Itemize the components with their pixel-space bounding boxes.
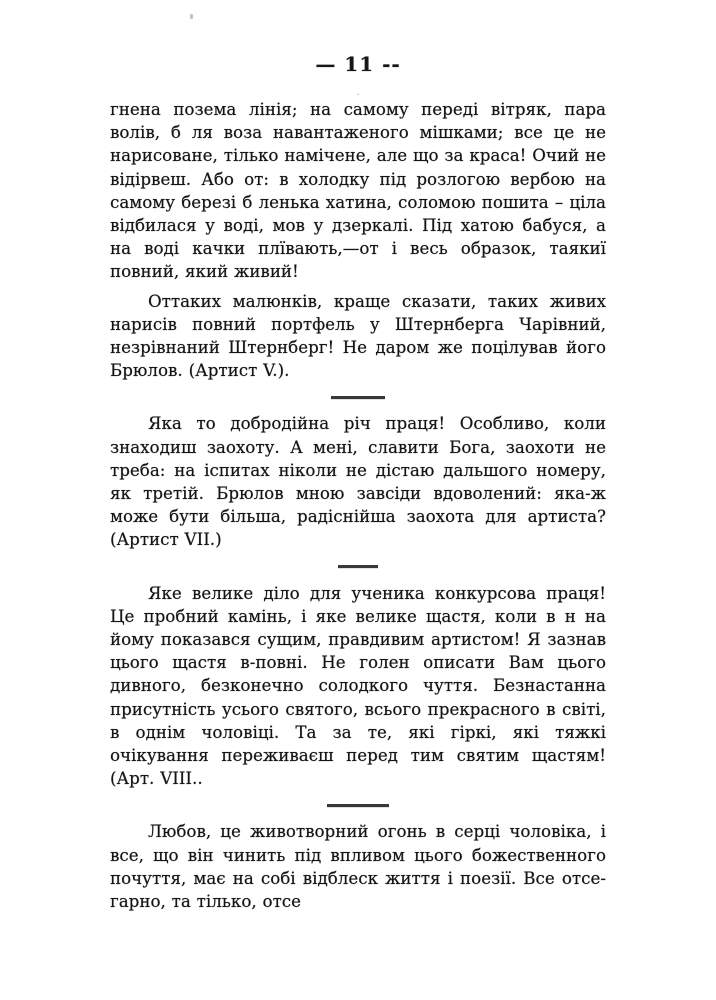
separator-rule-icon xyxy=(327,804,389,806)
paragraph-separator-3 xyxy=(110,790,606,820)
page-number: — 11 -- xyxy=(315,52,401,76)
paragraph-3: Яка то добродійна річ праця! Особливо, коли знаходиш заохоту. А мені, славити Бога, заохоти не треба: на іспитах ніколи не дістаю дальшого номеру, як третій. Брюлов мною завсіди вдоволений: яка-ж може бути більша, радіснійша заохота для артиста? (Артист VII.) xyxy=(110,414,606,550)
paragraph-5: Любов, це животворний огонь в серці чоловіка, і все, що він чинить під впливом цього божественного почуття, має на собі відблеск життя і поезії. Все отсе-гарно, та тілько, отсе xyxy=(110,822,606,912)
paragraph-4: Яке велике діло для ученика конкурсова праця! Це пробний камінь, і яке велике щастя, коли в н на йому показався сущим, правдивим артистом! Я зазнав цього щастя в-повні. Не голен описати Вам цього дивного, безконечно солодкого чуття. Безнастанна присутність усього святого, всього прекрасного в світі, в однім чоловіці. Та за те, які гіркі, які тяжкі очікування переживаєш перед тим святим щастям! (Арт. VIII.. xyxy=(110,583,606,789)
paragraph-separator-2 xyxy=(110,552,606,582)
folio-mark: . xyxy=(356,88,360,98)
body-text-block xyxy=(110,98,606,913)
paragraph-separator-1 xyxy=(110,382,606,412)
scan-speck-artifact xyxy=(190,14,193,19)
separator-rule-icon xyxy=(338,565,378,567)
separator-rule-icon xyxy=(331,396,385,398)
paragraph-1: гнена позема лінія; на самому переді вітряк, пара волів, б ля воза навантаженого мішками; все це не нарисоване, тілько намічене, але що за краса! Очий не відірвеш. Або от: в холодку під розлогою вербою на самому березі б ленька хатина, соломою пошита – ціла відбилася у воді, мов у дзеркалі. Під хатою бабуся, а на воді качки плївають,—от і весь образок, таякиї повний, який живий! xyxy=(110,100,606,282)
paragraph-2: Оттаких малюнків, краще сказати, таких живих нарисів повний портфель у Штернберга Чарівний, незрівнаний Штернберг! Не даром же поцілував його Брюлов. (Артист V.). xyxy=(110,291,606,381)
